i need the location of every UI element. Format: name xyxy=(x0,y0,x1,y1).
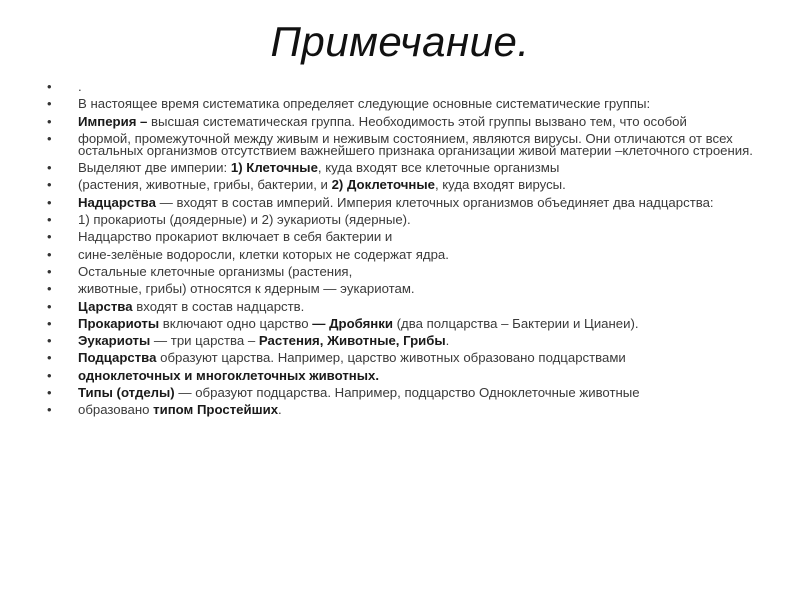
bullet-dot-icon: • xyxy=(47,79,52,94)
bullet-item xyxy=(47,179,762,191)
bullet-dot-icon: • xyxy=(47,194,52,210)
bold-text-segment: Подцарства xyxy=(78,350,157,366)
text-segment: 1) прокариоты (доядерные) и 2) эукариоты (ядерные). xyxy=(78,212,411,228)
text-segment: , куда входят все клеточные организмы xyxy=(317,160,560,176)
bold-text-segment: 1) Клеточные xyxy=(230,160,318,176)
text-segment: , куда входят вирусы. xyxy=(434,177,566,193)
bullet-text xyxy=(78,194,762,210)
text-segment: . xyxy=(78,79,82,94)
bullet-list xyxy=(47,81,762,422)
bullet-item xyxy=(47,130,762,158)
bold-text-segment: — Дробянки xyxy=(312,315,393,331)
bullet-text xyxy=(78,263,762,279)
bullet-dot-icon: • xyxy=(47,350,52,366)
bullet-text xyxy=(78,335,762,347)
text-segment: образовано xyxy=(78,402,154,418)
bullet-text xyxy=(78,352,762,364)
bullet-text xyxy=(78,367,762,383)
bullet-text xyxy=(78,81,762,93)
bullet-dot-icon: • xyxy=(47,367,52,383)
text-segment: В настоящее время систематика определяет следующие основные систематические группы: xyxy=(78,96,651,112)
text-segment: включают одно царство xyxy=(159,315,313,331)
bullet-text xyxy=(78,231,762,243)
bullet-text xyxy=(78,315,762,331)
bullet-dot-icon: • xyxy=(47,130,52,146)
bullet-item xyxy=(47,113,762,129)
bullet-item xyxy=(47,335,762,347)
bullet-item xyxy=(47,194,762,210)
text-segment: входят в состав надцарств. xyxy=(132,298,305,314)
bullet-dot-icon: • xyxy=(47,177,52,193)
bullet-item xyxy=(47,81,762,93)
bullet-item xyxy=(47,283,762,295)
text-segment: — три царства – xyxy=(150,333,259,349)
bullet-dot-icon: • xyxy=(47,160,52,176)
bullet-dot-icon: • xyxy=(47,281,52,297)
text-segment: сине-зелёные водоросли, клетки которых не содержат ядра. xyxy=(78,246,449,262)
bullet-item xyxy=(47,315,762,331)
bullet-text xyxy=(78,387,762,399)
slide-title: Примечание. xyxy=(270,18,530,65)
bold-text-segment: Типы (отделы) xyxy=(78,385,175,401)
bold-text-segment: 2) Доклеточные xyxy=(331,177,435,193)
bullet-item xyxy=(47,98,762,110)
text-segment: (два полцарства – Бактерии и Цианеи). xyxy=(392,315,639,331)
bullet-dot-icon: • xyxy=(47,246,52,262)
text-segment: образуют царства. Например, царство животных образовано подцарствами xyxy=(156,350,626,366)
text-segment: Остальные клеточные организмы (растения, xyxy=(78,263,353,279)
bullet-dot-icon: • xyxy=(47,315,52,331)
bullet-dot-icon: • xyxy=(47,263,52,279)
bullet-dot-icon: • xyxy=(47,96,52,112)
bullet-dot-icon: • xyxy=(47,402,52,418)
bullet-item xyxy=(47,246,762,262)
text-segment: Надцарство прокариот включает в себя бактерии и xyxy=(78,229,393,245)
bold-text-segment: Эукариоты xyxy=(78,333,151,349)
bullet-text xyxy=(78,283,762,295)
bullet-dot-icon: • xyxy=(47,229,52,245)
bullet-text xyxy=(78,162,762,174)
text-segment: формой, промежуточной между живым и неживым состоянием, являются вирусы. Они отличаются от всех остальных организмов отсутствием важнейшего признака организации живой материи –клеточного строения. xyxy=(78,130,753,158)
text-segment: — входят в состав империй. Империя клеточных организмов объединяет два надцарства: xyxy=(155,194,714,210)
bullet-text xyxy=(78,404,762,416)
bullet-dot-icon: • xyxy=(47,212,52,228)
bullet-text xyxy=(78,179,762,191)
bold-text-segment: Царства xyxy=(78,298,133,314)
bullet-item xyxy=(47,214,762,226)
bullet-item xyxy=(47,367,762,383)
bullet-item xyxy=(47,298,762,314)
bold-text-segment: Надцарства xyxy=(78,194,156,210)
bullet-item xyxy=(47,352,762,364)
bullet-item xyxy=(47,263,762,279)
bullet-item xyxy=(47,162,762,174)
bullet-dot-icon: • xyxy=(47,333,52,349)
text-segment: (растения, животные, грибы, бактерии, и xyxy=(78,177,332,193)
bold-text-segment: Растения, Животные, Грибы xyxy=(258,333,446,349)
text-segment: . xyxy=(445,333,450,349)
bullet-text xyxy=(78,130,762,158)
bullet-text xyxy=(78,113,762,129)
bullet-item xyxy=(47,404,762,416)
bullet-text xyxy=(78,214,762,226)
bullet-text xyxy=(78,246,762,262)
text-segment: Выделяют две империи: xyxy=(78,160,231,176)
text-segment: высшая систематическая группа. Необходимость этой группы вызвано тем, что особой xyxy=(147,113,687,129)
bold-text-segment: Прокариоты xyxy=(78,315,160,331)
text-segment: животные, грибы) относятся к ядерным — эукариотам. xyxy=(78,281,415,297)
bullet-dot-icon: • xyxy=(47,113,52,129)
bullet-dot-icon: • xyxy=(47,298,52,314)
bullet-item xyxy=(47,231,762,243)
bullet-dot-icon: • xyxy=(47,385,52,401)
text-segment: — образуют подцарства. Например, подцарство Одноклеточные животные xyxy=(174,385,640,401)
bold-text-segment: Империя – xyxy=(78,113,148,129)
bullet-text xyxy=(78,98,762,110)
bold-text-segment: типом Простейших xyxy=(153,402,279,418)
bold-text-segment: одноклеточных и многоклеточных животных. xyxy=(78,367,380,383)
bullet-text xyxy=(78,298,762,314)
text-segment: . xyxy=(278,402,282,418)
bullet-item xyxy=(47,387,762,399)
